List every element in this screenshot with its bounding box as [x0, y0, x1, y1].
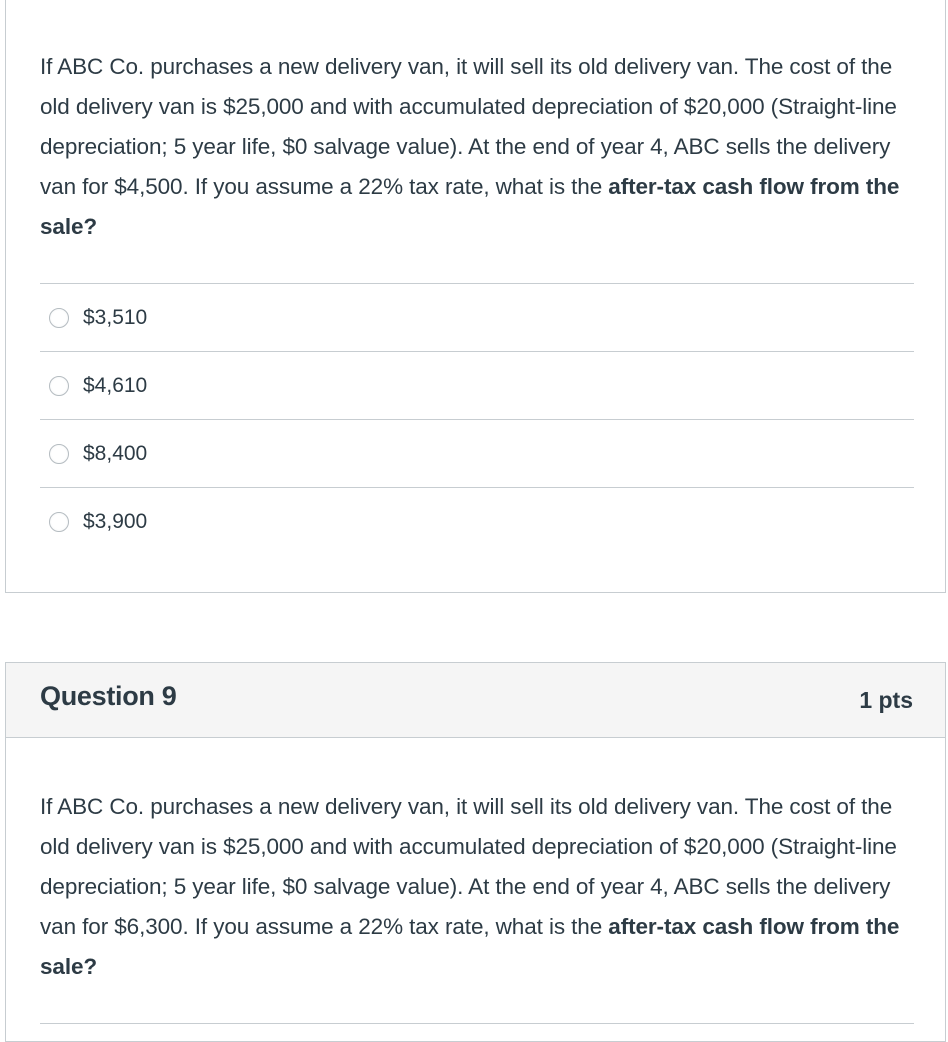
question-points: 1 pts	[859, 687, 913, 713]
answer-label: $8,400	[83, 441, 148, 465]
question-card-9	[5, 662, 946, 1042]
answer-option-1[interactable]	[40, 283, 914, 351]
question-body: If ABC Co. purchases a new delivery van, it will sell its old delivery van. The cost of the old delivery van is $25,000 and with accumulated depreciation of $20,000 (Straight-line depreciation; 5 year life, $0 salvage value). At the end of year 4, ABC sells the delivery van for $6,300. If you assume a 22% tax rate, what is the	[40, 794, 897, 939]
question-text	[40, 47, 920, 247]
answer-option-3[interactable]	[40, 419, 914, 487]
radio-button[interactable]	[49, 308, 69, 328]
answer-label: $3,510	[83, 305, 148, 329]
question-text	[40, 787, 920, 987]
question-header	[6, 663, 945, 738]
question-emphasis: after-tax cash flow from the sale?	[40, 174, 900, 239]
radio-button[interactable]	[49, 444, 69, 464]
radio-button[interactable]	[49, 512, 69, 532]
question-paragraph	[40, 787, 920, 987]
answer-option-2[interactable]	[40, 351, 914, 419]
answer-label: $3,900	[83, 509, 148, 533]
radio-button[interactable]	[49, 376, 69, 396]
answer-label: $4,610	[83, 373, 148, 397]
question-emphasis: after-tax cash flow from the sale?	[40, 914, 900, 979]
question-body: If ABC Co. purchases a new delivery van, it will sell its old delivery van. The cost of the old delivery van is $25,000 and with accumulated depreciation of $20,000 (Straight-line depreciation; 5 year life, $0 salvage value). At the end of year 4, ABC sells the delivery van for $4,500. If you assume a 22% tax rate, what is the	[40, 54, 897, 199]
answer-list	[40, 283, 914, 555]
answer-option-4[interactable]	[40, 487, 914, 555]
question-title: Question 9	[40, 681, 177, 711]
question-card-previous	[5, 0, 946, 593]
question-paragraph	[40, 47, 920, 247]
